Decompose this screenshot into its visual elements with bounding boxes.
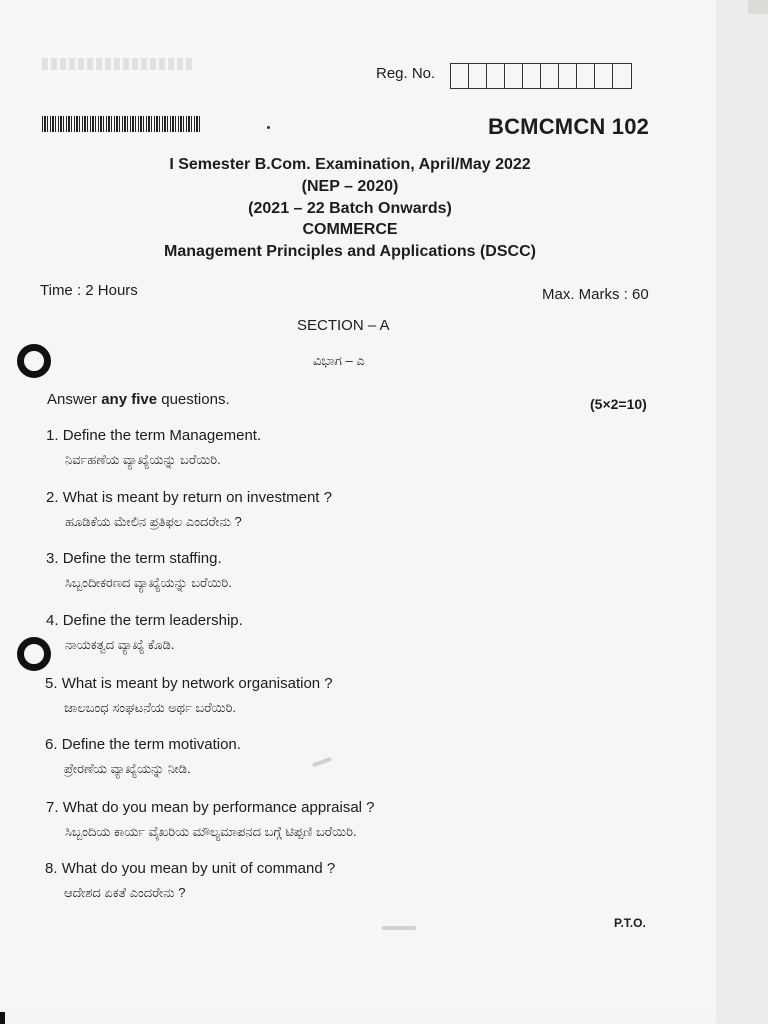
question-number: 4. <box>46 612 59 629</box>
barcode <box>42 116 200 132</box>
question-text: What do you mean by performance appraisal ? <box>62 799 375 816</box>
question-number: 3. <box>46 550 59 567</box>
reg-no-boxes[interactable] <box>450 63 632 89</box>
question-number: 2. <box>46 489 59 506</box>
question-text: Define the term Management. <box>62 427 262 444</box>
question-line <box>46 489 332 506</box>
reg-no-box[interactable] <box>451 64 469 88</box>
scanner-edge <box>716 0 768 1024</box>
paper-code: BCMCMCN 102 <box>488 114 650 139</box>
question-text-kannada: ನಾಯಕತ್ವದ ವ್ಯಾಖ್ಯೆ ಕೊಡಿ. <box>65 637 175 652</box>
reg-no-box[interactable] <box>523 64 541 88</box>
question-item <box>46 799 375 839</box>
question-text: Define the term staffing. <box>62 550 222 567</box>
question-line <box>46 427 261 444</box>
question-text-kannada: ಸಿಬ್ಬಂದೀಕರಣದ ವ್ಯಾಖ್ಯೆಯನ್ನು ಬರೆಯಿರಿ. <box>65 575 232 590</box>
reg-no-box[interactable] <box>595 64 613 88</box>
question-text-kannada: ಆದೇಶದ ಏಕತೆ ಎಂದರೇನು ? <box>64 885 186 900</box>
question-text-kannada: ಸಿಬ್ಬಂದಿಯ ಕಾರ್ಯ ವೈಖರಿಯ ಮೌಲ್ಯಮಾಪನದ ಬಗ್ಗೆ ಟಿಪ್ಪಣಿ ಬರೆಯಿರಿ. <box>65 824 357 839</box>
question-item <box>45 736 241 776</box>
exam-title: I Semester B.Com. Examination, April/May 2022 <box>169 156 531 173</box>
faint-bleed-print <box>42 58 192 70</box>
question-item <box>46 612 243 652</box>
question-text-kannada: ಪ್ರೇರಣೆಯ ವ್ಯಾಖ್ಯೆಯನ್ನು ನೀಡಿ. <box>64 761 191 776</box>
marks-scheme: (5×2=10) <box>590 396 647 412</box>
question-item <box>46 550 232 590</box>
question-item <box>46 427 262 467</box>
instruction-prefix: Answer <box>47 391 102 408</box>
instruction <box>47 391 230 408</box>
question-number: 6. <box>45 736 58 753</box>
exam-nep: (NEP – 2020) <box>301 178 399 195</box>
pto-label: P.T.O. <box>614 916 646 930</box>
question-number: 5. <box>45 675 58 692</box>
question-number: 7. <box>46 799 59 816</box>
reg-no-box[interactable] <box>559 64 577 88</box>
reg-no-box[interactable] <box>541 64 559 88</box>
question-line <box>46 612 243 629</box>
exam-subject: COMMERCE <box>302 221 398 238</box>
reg-no-box[interactable] <box>505 64 523 88</box>
reg-no-label: Reg. No. <box>376 65 436 82</box>
reg-no-box[interactable] <box>577 64 595 88</box>
question-item <box>45 675 333 715</box>
question-line <box>46 550 222 567</box>
question-text: What is meant by network organisation ? <box>61 675 333 692</box>
section-heading: SECTION – A <box>297 317 390 334</box>
punch-hole <box>17 344 51 378</box>
question-text: What do you mean by unit of command ? <box>61 860 336 877</box>
question-item <box>45 860 336 900</box>
question-item <box>46 489 332 529</box>
question-line <box>45 736 241 753</box>
question-line <box>45 675 333 692</box>
smudge <box>382 926 416 930</box>
instruction-suffix: questions. <box>157 391 230 408</box>
reg-no-box[interactable] <box>613 64 631 88</box>
punch-hole <box>17 637 51 671</box>
question-text: Define the term motivation. <box>61 736 241 753</box>
exam-paper-title: Management Principles and Applications (DSCC) <box>164 243 536 260</box>
section-heading-kannada: ವಿಭಾಗ – ಎ <box>313 353 365 368</box>
question-number: 1. <box>46 427 59 444</box>
question-line <box>46 799 375 816</box>
print-dot <box>267 126 270 129</box>
corner-mark <box>748 0 768 14</box>
reg-no-box[interactable] <box>469 64 487 88</box>
max-marks: Max. Marks : 60 <box>542 286 649 303</box>
edge-mark <box>0 1012 5 1024</box>
question-line <box>45 860 335 877</box>
question-text-kannada: ನಿರ್ವಹಣೆಯ ವ್ಯಾಖ್ಯೆಯನ್ನು ಬರೆಯಿರಿ. <box>65 452 221 467</box>
question-text-kannada: ಜಾಲಬಂಧ ಸಂಘಟನೆಯ ಅರ್ಥ ಬರೆಯಿರಿ. <box>64 700 237 715</box>
question-number: 8. <box>45 860 58 877</box>
exam-batch: (2021 – 22 Batch Onwards) <box>248 200 452 217</box>
question-text: What is meant by return on investment ? <box>62 489 332 506</box>
question-text: Define the term leadership. <box>62 612 243 629</box>
instruction-emphasis: any five <box>101 391 158 408</box>
reg-no-box[interactable] <box>487 64 505 88</box>
question-text-kannada: ಹೂಡಿಕೆಯ ಮೇಲಿನ ಪ್ರತಿಫಲ ಎಂದರೇನು ? <box>65 514 242 529</box>
exam-time: Time : 2 Hours <box>40 282 138 299</box>
